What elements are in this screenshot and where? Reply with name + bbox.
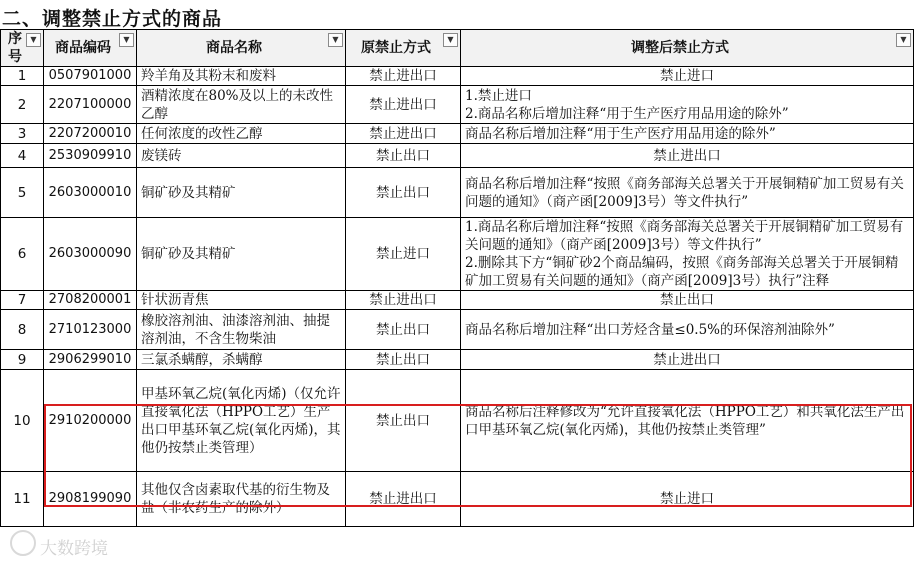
cell-serial[interactable]: 4 — [1, 144, 44, 168]
table-row — [1, 67, 914, 86]
header-original-method-label: 原禁止方式 — [361, 40, 431, 56]
cell-name[interactable]: 针状沥青焦 — [137, 291, 346, 310]
cell-original-method[interactable]: 禁止进口 — [346, 218, 461, 291]
adjusted-method-line: 2.删除其下方“铜矿砂2个商品编码，按照《商务部海关总署关于开展铜精矿加工贸易有关问题的通知》（商产函[2009]3号）执行”注释 — [465, 255, 899, 289]
table-row — [1, 124, 914, 144]
cell-adjusted-method[interactable] — [461, 67, 914, 86]
cell-name[interactable]: 其他仅含卤素取代基的衍生物及盐（非农药生产的除外） — [137, 472, 346, 527]
cell-code[interactable]: 2603000090 — [44, 218, 137, 291]
cell-adjusted-method[interactable] — [461, 291, 914, 310]
adjusted-method-line: 1.禁止进口 — [465, 87, 532, 104]
header-code-label: 商品编码 — [55, 40, 111, 56]
adjusted-method-line: 2.商品名称后增加注释“用于生产医疗用品用途的除外” — [465, 105, 789, 122]
filter-dropdown-icon[interactable]: ▼ — [26, 33, 41, 47]
filter-dropdown-icon[interactable]: ▼ — [328, 33, 343, 47]
cell-serial[interactable]: 3 — [1, 124, 44, 144]
cell-code[interactable]: 2708200001 — [44, 291, 137, 310]
adjusted-method-line: 商品名称后增加注释“按照《商务部海关总署关于开展铜精矿加工贸易有关问题的通知》（商产函[2009]3号）等文件执行” — [465, 175, 904, 210]
adjusted-method-line: 禁止进口 — [660, 68, 714, 84]
cell-code[interactable]: 2603000010 — [44, 168, 137, 218]
table-row — [1, 350, 914, 370]
header-row — [1, 30, 914, 67]
header-serial — [1, 30, 44, 67]
table-row — [1, 310, 914, 350]
header-adjusted-method — [461, 30, 914, 67]
cell-original-method[interactable]: 禁止进出口 — [346, 291, 461, 310]
adjusted-method-line: 禁止进出口 — [653, 147, 721, 164]
cell-adjusted-method[interactable] — [461, 124, 914, 144]
watermark-text: 大数跨境 — [40, 539, 108, 559]
table-row — [1, 86, 914, 124]
filter-dropdown-icon[interactable]: ▼ — [443, 33, 458, 47]
cell-adjusted-method[interactable] — [461, 168, 914, 218]
cell-adjusted-method[interactable] — [461, 350, 914, 370]
table-row — [1, 144, 914, 168]
cell-name[interactable]: 橡胶溶剂油、油漆溶剂油、抽提溶剂油，不含生物柴油 — [137, 310, 346, 350]
cell-name[interactable]: 废镁砖 — [137, 144, 346, 168]
cell-adjusted-method[interactable] — [461, 144, 914, 168]
cell-serial[interactable]: 9 — [1, 350, 44, 370]
adjusted-method-line: 禁止进口 — [660, 491, 714, 507]
header-name — [137, 30, 346, 67]
cell-code[interactable]: 2207200010 — [44, 124, 137, 144]
cell-code[interactable]: 2908199090 — [44, 472, 137, 527]
cell-serial[interactable]: 1 — [1, 67, 44, 86]
cell-serial[interactable]: 6 — [1, 218, 44, 291]
cell-name[interactable]: 铜矿砂及其精矿 — [137, 168, 346, 218]
cell-code[interactable]: 2530909910 — [44, 144, 137, 168]
adjusted-method-line: 商品名称后增加注释“用于生产医疗用品用途的除外” — [465, 125, 776, 142]
table-row — [1, 291, 914, 310]
adjusted-method-line: 商品名称后增加注释“出口芳烃含量≤0.5%的环保溶剂油除外” — [465, 321, 835, 338]
cell-code[interactable]: 2710123000 — [44, 310, 137, 350]
adjusted-method-line: 禁止进出口 — [653, 351, 721, 368]
cell-serial[interactable]: 8 — [1, 310, 44, 350]
cell-name[interactable]: 甲基环氧乙烷(氧化丙烯)（仅允许直接氧化法（HPPO工艺）生产出口甲基环氧乙烷(氧化丙烯)，其他仍按禁止类管理） — [137, 370, 346, 472]
cell-code[interactable]: 0507901000 — [44, 67, 137, 86]
header-adjusted-method-label: 调整后禁止方式 — [631, 40, 729, 56]
header-code — [44, 30, 137, 67]
cell-original-method[interactable]: 禁止进出口 — [346, 67, 461, 86]
cell-original-method[interactable]: 禁止出口 — [346, 144, 461, 168]
cell-adjusted-method[interactable] — [461, 86, 914, 124]
table-row — [1, 218, 914, 291]
cell-serial[interactable]: 10 — [1, 370, 44, 472]
table-row — [1, 168, 914, 218]
cell-name[interactable]: 铜矿砂及其精矿 — [137, 218, 346, 291]
header-original-method — [346, 30, 461, 67]
cell-original-method[interactable]: 禁止出口 — [346, 310, 461, 350]
cell-serial[interactable]: 2 — [1, 86, 44, 124]
cell-adjusted-method[interactable] — [461, 310, 914, 350]
cell-original-method[interactable]: 禁止进出口 — [346, 124, 461, 144]
cell-original-method[interactable]: 禁止进出口 — [346, 472, 461, 527]
cell-code[interactable]: 2207100000 — [44, 86, 137, 124]
cell-name[interactable]: 任何浓度的改性乙醇 — [137, 124, 346, 144]
cell-serial[interactable]: 11 — [1, 472, 44, 527]
filter-dropdown-icon[interactable]: ▼ — [119, 33, 134, 47]
cell-serial[interactable]: 5 — [1, 168, 44, 218]
watermark-logo-icon — [10, 530, 36, 556]
cell-original-method[interactable]: 禁止出口 — [346, 350, 461, 370]
adjusted-method-line: 禁止出口 — [660, 292, 714, 308]
cell-original-method[interactable]: 禁止进出口 — [346, 86, 461, 124]
adjusted-method-line: 1.商品名称后增加注释“按照《商务部海关总署关于开展铜精矿加工贸易有关问题的通知》（商产函[2009]3号）等文件执行” — [465, 219, 904, 253]
header-name-label: 商品名称 — [206, 40, 262, 56]
cell-name[interactable]: 酒精浓度在80%及以上的未改性乙醇 — [137, 86, 346, 124]
cell-adjusted-method[interactable] — [461, 218, 914, 291]
cell-serial[interactable]: 7 — [1, 291, 44, 310]
cell-code[interactable]: 2906299010 — [44, 350, 137, 370]
filter-dropdown-icon[interactable]: ▼ — [896, 33, 911, 47]
adjusted-method-line: 商品名称后注释修改为“允许直接氧化法（HPPO工艺）和共氧化法生产出口甲基环氧乙烷(氧化丙烯)，其他仍按禁止类管理” — [465, 403, 905, 438]
highlight-box — [44, 404, 912, 507]
watermark — [10, 528, 140, 560]
cell-code[interactable]: 2910200000 — [44, 370, 137, 472]
cell-original-method[interactable]: 禁止出口 — [346, 168, 461, 218]
cell-original-method[interactable]: 禁止出口 — [346, 370, 461, 472]
section-heading: 二、调整禁止方式的商品 — [2, 8, 223, 30]
cell-name[interactable]: 羚羊角及其粉末和废料 — [137, 67, 346, 86]
header-serial-label: 序号 — [8, 31, 22, 65]
cell-name[interactable]: 三氯杀螨醇，杀螨醇 — [137, 350, 346, 370]
